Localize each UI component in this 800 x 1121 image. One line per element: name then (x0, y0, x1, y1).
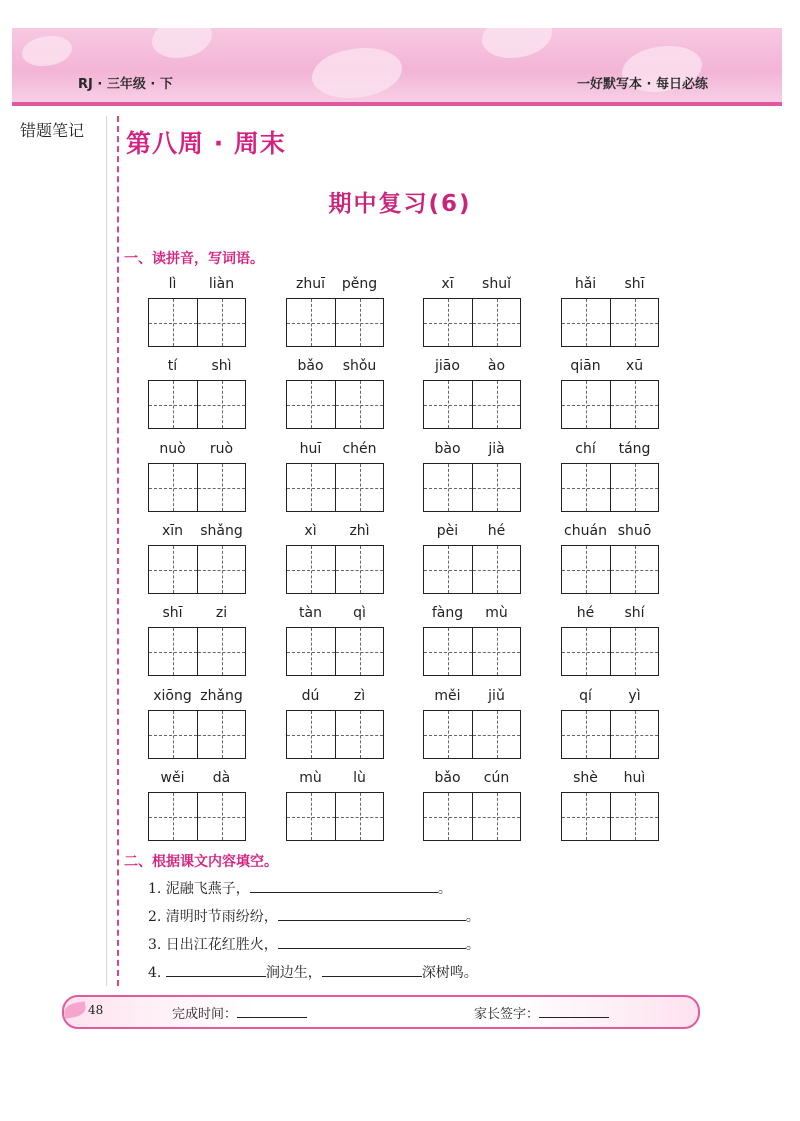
word-item (148, 276, 246, 347)
character-box[interactable] (149, 546, 197, 593)
page-title: 期中复习(6) (328, 191, 472, 217)
character-box[interactable] (335, 711, 383, 758)
pinyin-label (423, 688, 521, 710)
pinyin-label (148, 523, 246, 545)
pinyin-syllable: chén (342, 441, 377, 457)
pinyin-syllable: táng (618, 441, 651, 457)
answer-blank[interactable] (278, 934, 466, 949)
character-box[interactable] (287, 793, 335, 840)
character-box[interactable] (197, 464, 245, 511)
fill-item-middle: 涧边生， (265, 965, 322, 981)
character-box[interactable] (197, 381, 245, 428)
pinyin-syllable: qì (353, 605, 366, 621)
character-box[interactable] (472, 299, 520, 346)
writing-grid (423, 463, 521, 512)
word-item (423, 276, 521, 347)
pinyin-syllable: wěi (160, 770, 185, 786)
word-item (423, 688, 521, 759)
pinyin-label (561, 358, 659, 380)
margin-divider (106, 116, 107, 986)
fill-item-suffix: 。 (465, 937, 480, 953)
pinyin-syllable: huì (623, 770, 646, 786)
word-row (148, 523, 668, 593)
pinyin-syllable: zhuī (296, 276, 325, 292)
character-box[interactable] (335, 464, 383, 511)
pinyin-syllable: zi (215, 605, 228, 621)
pinyin-syllable: bǎo (434, 770, 461, 786)
word-item (286, 441, 384, 512)
pinyin-syllable: hé (576, 605, 595, 621)
pinyin-syllable: shè (573, 770, 598, 786)
character-box[interactable] (335, 299, 383, 346)
character-box[interactable] (610, 464, 658, 511)
fill-item-2 (148, 906, 480, 926)
pinyin-syllable: xīn (161, 523, 184, 539)
writing-grid (148, 298, 246, 347)
pinyin-syllable: jià (488, 441, 505, 457)
fill-item-prefix: 1. 泥融飞燕子， (148, 881, 250, 897)
writing-grid (286, 792, 384, 841)
pinyin-syllable: pěng (341, 276, 378, 292)
character-box[interactable] (335, 628, 383, 675)
pinyin-label (148, 441, 246, 463)
fill-item-prefix: 3. 日出江花红胜火， (148, 937, 278, 953)
pinyin-syllable: lì (168, 276, 177, 292)
writing-grid (148, 463, 246, 512)
fill-item-suffix: 。 (465, 909, 480, 925)
writing-grid (423, 298, 521, 347)
word-row (148, 605, 668, 675)
pinyin-label (148, 276, 246, 298)
answer-blank[interactable] (166, 962, 266, 977)
character-box[interactable] (335, 381, 383, 428)
pinyin-syllable: shī (162, 605, 183, 621)
pinyin-label (561, 770, 659, 792)
pinyin-syllable: liàn (208, 276, 235, 292)
writing-grid (148, 380, 246, 429)
pinyin-syllable: jiāo (435, 358, 460, 374)
writing-grid (286, 380, 384, 429)
writing-grid (561, 792, 659, 841)
pinyin-label (561, 441, 659, 463)
character-box[interactable] (287, 381, 335, 428)
pinyin-syllable: zhì (349, 523, 370, 539)
pinyin-syllable: ào (487, 358, 506, 374)
pinyin-syllable: mù (485, 605, 508, 621)
writing-grid (286, 545, 384, 594)
pinyin-label (561, 688, 659, 710)
writing-grid (148, 627, 246, 676)
week-title: 第八周 · 周末 (126, 129, 286, 158)
header-grade: RJ · 三年级 · 下 (78, 77, 173, 92)
parent-signature-label: 家长签字： (474, 1007, 540, 1022)
word-item (561, 605, 659, 676)
pinyin-label (423, 605, 521, 627)
character-box[interactable] (197, 628, 245, 675)
pinyin-label (286, 770, 384, 792)
word-item (286, 276, 384, 347)
fill-item-suffix: 。 (437, 881, 452, 897)
pinyin-syllable: cún (483, 770, 510, 786)
pinyin-label (423, 276, 521, 298)
writing-grid (423, 627, 521, 676)
completion-time-blank[interactable] (237, 1003, 307, 1018)
character-box[interactable] (562, 793, 610, 840)
fill-item-suffix: 深树鸣。 (421, 965, 478, 981)
writing-grid (561, 463, 659, 512)
word-item (561, 441, 659, 512)
character-box[interactable] (562, 711, 610, 758)
pinyin-syllable: xī (441, 276, 454, 292)
pinyin-syllable: yì (628, 688, 641, 704)
fill-item-3 (148, 934, 480, 954)
completion-time (172, 1003, 307, 1022)
character-box[interactable] (610, 381, 658, 428)
writing-grid (423, 380, 521, 429)
pinyin-syllable: fàng (431, 605, 464, 621)
word-item (148, 523, 246, 594)
character-box[interactable] (149, 381, 197, 428)
writing-grid (286, 710, 384, 759)
word-item (561, 523, 659, 594)
word-item (561, 688, 659, 759)
writing-grid (561, 380, 659, 429)
pinyin-label (286, 358, 384, 380)
character-box[interactable] (610, 628, 658, 675)
pinyin-syllable: bǎo (297, 358, 324, 374)
writing-grid (148, 792, 246, 841)
writing-grid (561, 298, 659, 347)
word-item (423, 605, 521, 676)
pinyin-syllable: lù (353, 770, 366, 786)
character-box[interactable] (610, 793, 658, 840)
pinyin-syllable: hé (487, 523, 506, 539)
pinyin-syllable: qí (579, 688, 592, 704)
character-box[interactable] (149, 793, 197, 840)
word-row (148, 770, 668, 840)
character-box[interactable] (472, 628, 520, 675)
character-box[interactable] (149, 711, 197, 758)
header-series: 一好默写本 · 每日必练 (577, 77, 708, 92)
character-box[interactable] (562, 381, 610, 428)
writing-grid (286, 627, 384, 676)
character-box[interactable] (149, 464, 197, 511)
word-item (423, 770, 521, 841)
pinyin-syllable: zì (353, 688, 366, 704)
word-item (286, 523, 384, 594)
pinyin-label (561, 276, 659, 298)
word-row (148, 688, 668, 758)
word-item (286, 770, 384, 841)
pinyin-syllable: shǒu (342, 358, 377, 374)
answer-blank[interactable] (250, 878, 438, 893)
character-box[interactable] (197, 793, 245, 840)
pinyin-syllable: pèi (436, 523, 459, 539)
character-box[interactable] (197, 546, 245, 593)
petal-decoration (152, 28, 212, 58)
pinyin-syllable: bào (434, 441, 461, 457)
pinyin-syllable: měi (434, 688, 461, 704)
pinyin-syllable: tí (167, 358, 178, 374)
word-item (561, 358, 659, 429)
writing-grid (286, 298, 384, 347)
petal-decoration (482, 28, 552, 58)
word-item (148, 605, 246, 676)
character-box[interactable] (562, 464, 610, 511)
word-item (148, 358, 246, 429)
character-box[interactable] (472, 793, 520, 840)
character-box[interactable] (424, 793, 472, 840)
word-item (286, 358, 384, 429)
pinyin-label (148, 688, 246, 710)
word-item (148, 770, 246, 841)
header-banner (12, 28, 782, 106)
pinyin-syllable: xiōng (153, 688, 192, 704)
character-box[interactable] (287, 546, 335, 593)
character-box[interactable] (424, 628, 472, 675)
character-box[interactable] (287, 628, 335, 675)
character-box[interactable] (287, 711, 335, 758)
pinyin-label (286, 441, 384, 463)
character-box[interactable] (424, 299, 472, 346)
parent-signature (474, 1003, 609, 1022)
word-item (423, 441, 521, 512)
character-box[interactable] (149, 299, 197, 346)
pinyin-syllable: shī (624, 276, 645, 292)
pinyin-label (148, 770, 246, 792)
pinyin-syllable: shǎng (200, 523, 243, 539)
word-item (423, 523, 521, 594)
character-box[interactable] (472, 546, 520, 593)
pinyin-label (423, 523, 521, 545)
pinyin-syllable: dú (301, 688, 320, 704)
character-box[interactable] (424, 546, 472, 593)
page-number: 48 (88, 1003, 104, 1017)
writing-grid (148, 710, 246, 759)
character-box[interactable] (562, 628, 610, 675)
parent-signature-blank[interactable] (539, 1003, 609, 1018)
petal-decoration (22, 36, 72, 66)
pinyin-label (286, 605, 384, 627)
character-box[interactable] (562, 546, 610, 593)
pinyin-syllable: xū (625, 358, 644, 374)
header-stripe (12, 102, 782, 106)
pinyin-syllable: chuán (564, 523, 607, 539)
character-box[interactable] (610, 546, 658, 593)
pinyin-label (561, 605, 659, 627)
fill-item-1 (148, 878, 452, 898)
pinyin-label (561, 523, 659, 545)
writing-grid (148, 545, 246, 594)
pinyin-syllable: tàn (299, 605, 322, 621)
character-box[interactable] (287, 299, 335, 346)
writing-grid (423, 545, 521, 594)
answer-blank[interactable] (278, 906, 466, 921)
pinyin-syllable: hǎi (574, 276, 597, 292)
mistake-notes-label: 错题笔记 (20, 121, 85, 140)
character-box[interactable] (335, 793, 383, 840)
character-box[interactable] (562, 299, 610, 346)
margin-dashed-line (117, 116, 119, 986)
pinyin-syllable: huī (299, 441, 322, 457)
pinyin-syllable: shuǐ (482, 276, 511, 292)
word-item (286, 688, 384, 759)
pinyin-label (286, 688, 384, 710)
character-box[interactable] (335, 546, 383, 593)
word-item (148, 441, 246, 512)
character-box[interactable] (472, 711, 520, 758)
pinyin-syllable: mù (299, 770, 322, 786)
word-item (561, 770, 659, 841)
pinyin-syllable: chí (575, 441, 596, 457)
pinyin-syllable: zhǎng (200, 688, 243, 704)
character-box[interactable] (197, 711, 245, 758)
character-box[interactable] (424, 464, 472, 511)
writing-grid (561, 545, 659, 594)
completion-time-label: 完成时间： (172, 1007, 238, 1022)
character-box[interactable] (610, 299, 658, 346)
pinyin-syllable: shí (624, 605, 645, 621)
pinyin-syllable: shuō (617, 523, 652, 539)
writing-grid (561, 710, 659, 759)
pinyin-label (286, 276, 384, 298)
character-box[interactable] (424, 381, 472, 428)
fill-item-4 (148, 962, 478, 982)
pinyin-syllable: xì (304, 523, 317, 539)
pinyin-label (148, 605, 246, 627)
word-item (423, 358, 521, 429)
word-item (561, 276, 659, 347)
writing-grid (423, 710, 521, 759)
writing-grid (286, 463, 384, 512)
writing-grid (561, 627, 659, 676)
fill-item-prefix: 4. (148, 965, 166, 981)
word-item (286, 605, 384, 676)
word-row (148, 358, 668, 428)
word-item (148, 688, 246, 759)
answer-blank[interactable] (322, 962, 422, 977)
character-box[interactable] (287, 464, 335, 511)
pinyin-syllable: jiǔ (488, 688, 505, 704)
character-box[interactable] (149, 628, 197, 675)
character-box[interactable] (472, 464, 520, 511)
pinyin-syllable: qiān (570, 358, 601, 374)
writing-grid (423, 792, 521, 841)
section2-title: 二、根据课文内容填空。 (124, 854, 278, 870)
pinyin-label (423, 441, 521, 463)
pinyin-syllable: ruò (209, 441, 234, 457)
fill-item-prefix: 2. 清明时节雨纷纷， (148, 909, 278, 925)
word-row (148, 276, 668, 346)
petal-decoration (312, 48, 402, 98)
pinyin-label (286, 523, 384, 545)
character-box[interactable] (610, 711, 658, 758)
character-box[interactable] (472, 381, 520, 428)
character-box[interactable] (197, 299, 245, 346)
pinyin-label (423, 770, 521, 792)
word-row (148, 441, 668, 511)
pinyin-syllable: nuò (159, 441, 186, 457)
section1-title: 一、读拼音，写词语。 (124, 251, 264, 267)
character-box[interactable] (424, 711, 472, 758)
pinyin-label (423, 358, 521, 380)
pinyin-syllable: dà (212, 770, 231, 786)
pinyin-syllable: shì (211, 358, 232, 374)
pinyin-label (148, 358, 246, 380)
